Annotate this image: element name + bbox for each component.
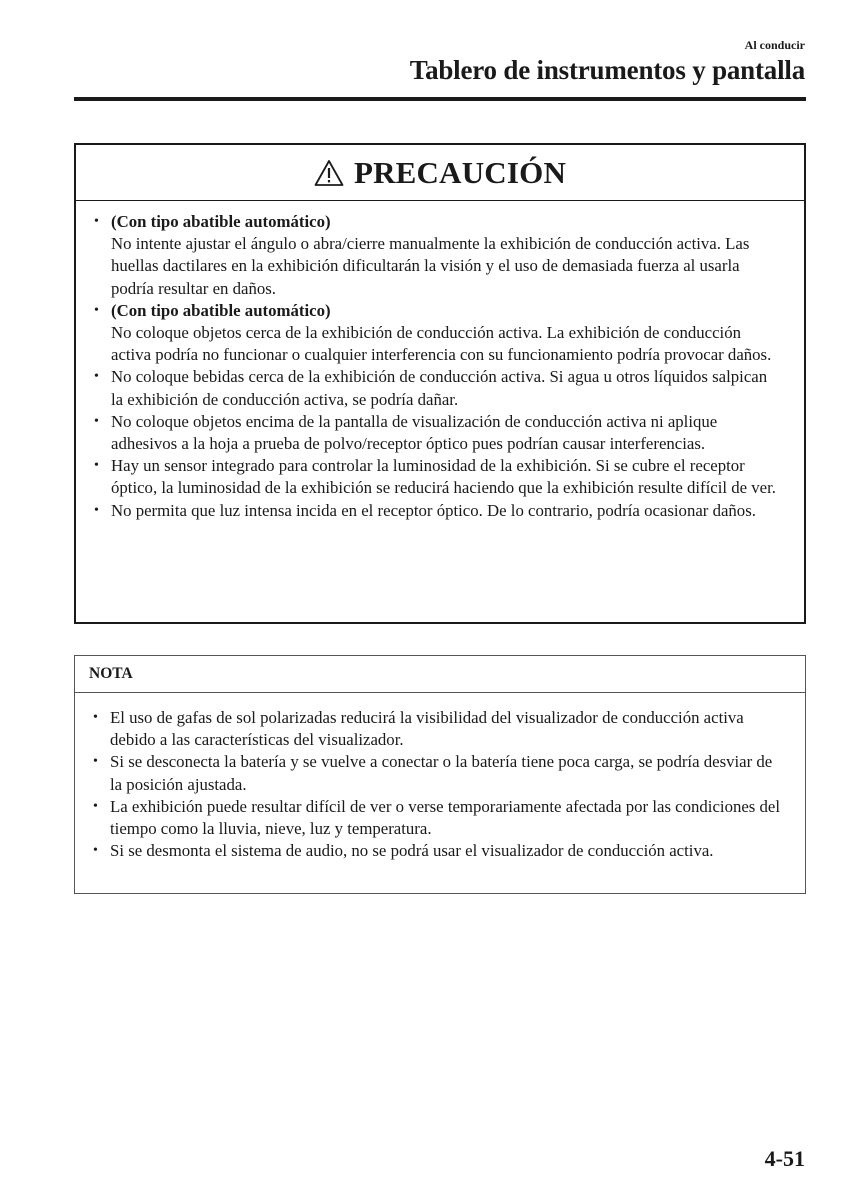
note-item <box>91 707 781 751</box>
caution-item-heading: (Con tipo abatible automático) <box>111 300 331 320</box>
caution-item <box>92 300 776 367</box>
bullet-icon: • <box>94 369 99 385</box>
caution-item-text: No coloque objetos encima de la pantalla de visualización de conducción activa ni aplique adhesivos a la hoja a prueba de polvo/receptor óptico pues podrían causar interferencias. <box>111 411 718 454</box>
note-list <box>91 707 781 862</box>
caution-title: PRECAUCIÓN <box>353 154 567 190</box>
warning-triangle-icon <box>314 159 344 187</box>
caution-item <box>92 366 776 410</box>
bullet-icon: • <box>94 458 99 474</box>
note-item <box>91 751 781 795</box>
caution-header <box>76 145 804 201</box>
page-title: Tablero de instrumentos y pantalla <box>409 55 805 85</box>
note-item-text: Si se desconecta la batería y se vuelve a conectar o la batería tiene poca carga, se podría desviar de la posición ajustada. <box>110 752 773 794</box>
header-rule <box>74 97 806 101</box>
page-number: 4-51 <box>764 1146 805 1171</box>
caution-item-text: Hay un sensor integrado para controlar la luminosidad de la exhibición. Si se cubre el receptor óptico, la luminosidad de la exhibición se reducirá haciendo que la exhibición resulte difícil de ver. <box>111 456 776 498</box>
caution-item <box>92 455 776 499</box>
bullet-icon: • <box>94 413 99 429</box>
caution-box <box>74 143 806 624</box>
note-item <box>91 840 781 862</box>
note-body <box>75 693 805 862</box>
bullet-icon: • <box>94 302 99 318</box>
bullet-icon: • <box>93 843 98 859</box>
caution-item <box>92 211 776 300</box>
caution-item-text: No coloque objetos cerca de la exhibición de conducción activa. La exhibición de conducción activa podría no funcionar o cualquier interferencia con su funcionamiento podría provocar daños. <box>111 323 772 365</box>
caution-item-text: No coloque bebidas cerca de la exhibición de conducción activa. Si agua u otros líquidos salpican la exhibición de conducción activa, se podría dañar. <box>111 367 768 409</box>
bullet-icon: • <box>93 710 98 725</box>
caution-body <box>76 201 804 522</box>
note-item-text: Si se desmonta el sistema de audio, no se podrá usar el visualizador de conducción activa. <box>110 841 714 861</box>
caution-item-text: No intente ajustar el ángulo o abra/cierre manualmente la exhibición de conducción activa. Las huellas dactilares en la exhibición dificultarán la visión y el uso de demasiada fuerza al usarla podría resultar en daños. <box>111 234 750 298</box>
bullet-icon: • <box>94 214 99 229</box>
bullet-icon: • <box>94 502 99 518</box>
caution-item <box>92 500 776 522</box>
caution-item-heading: (Con tipo abatible automático) <box>111 212 331 231</box>
bullet-icon: • <box>93 798 98 814</box>
note-item-text: El uso de gafas de sol polarizadas reducirá la visibilidad del visualizador de conducción activa debido a las características del visualizador. <box>110 708 744 750</box>
note-item-text: La exhibición puede resultar difícil de ver o verse temporariamente afectada por las condiciones del tiempo como la lluvia, nieve, luz y temperatura. <box>110 796 781 839</box>
bullet-icon: • <box>93 754 98 770</box>
caution-item-text: No permita que luz intensa incida en el receptor óptico. De lo contrario, podría ocasionar daños. <box>111 500 756 520</box>
caution-item <box>92 411 776 455</box>
note-box <box>74 655 806 894</box>
note-item <box>91 796 781 840</box>
caution-list <box>92 211 776 522</box>
note-header: NOTA <box>75 656 805 693</box>
section-label: Al conducir <box>744 38 805 52</box>
